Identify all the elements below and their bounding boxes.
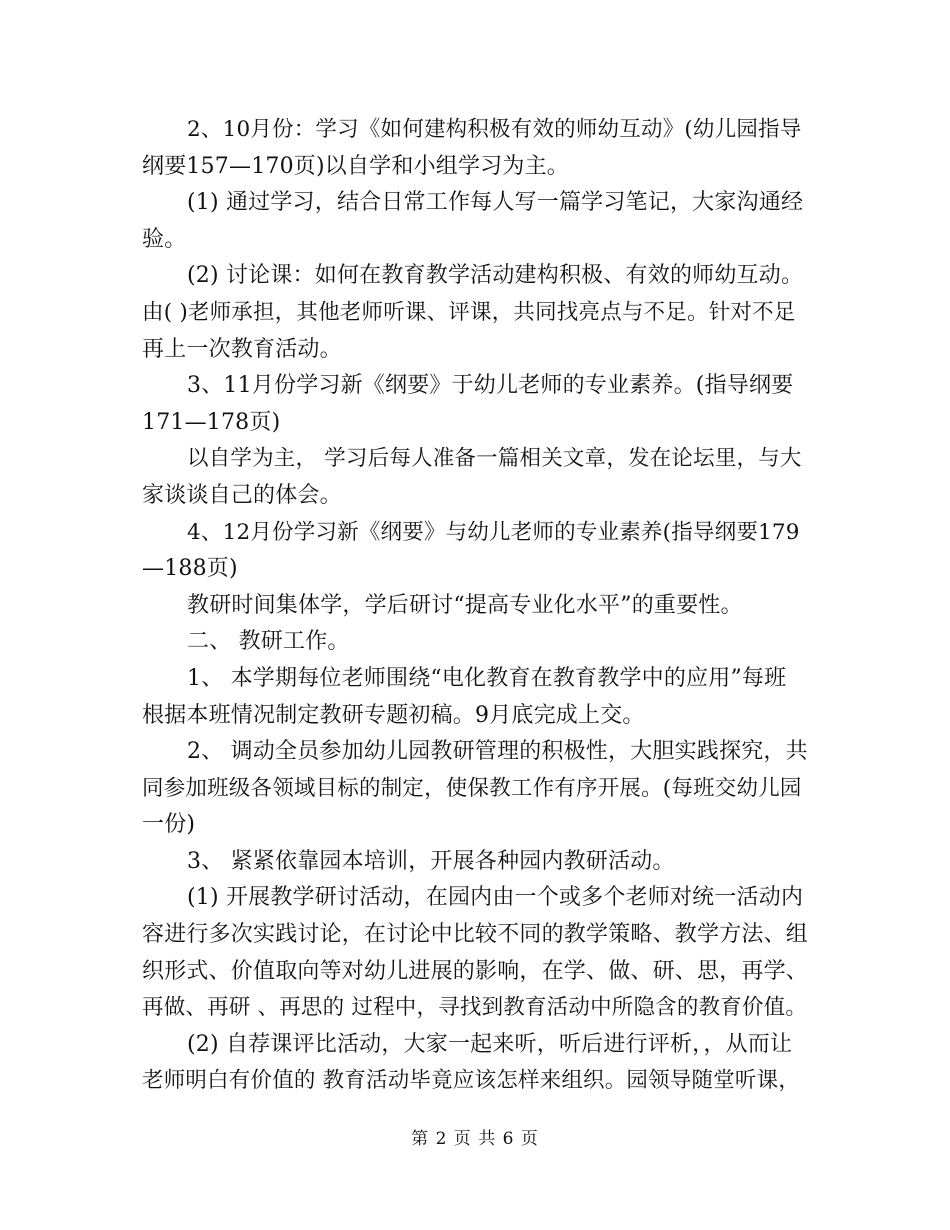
text-line: 4、12月份学习新《纲要》与幼儿老师的专业素养(指导纲要179	[187, 519, 800, 545]
text-line: (2) 自荐课评比活动，大家一起来听，听后进行评析，，从而让	[187, 1031, 793, 1057]
text-line: (1) 通过学习，结合日常工作每人写一篇学习笔记，大家沟通经	[187, 190, 804, 216]
text-line: 171—178页)	[142, 409, 281, 435]
text-line: —188页)	[142, 556, 238, 582]
page-footer: 第 2 页 共 6 页	[411, 1129, 539, 1149]
text-line: (2) 讨论课：如何在教育教学活动建构积极、有效的师幼互动。	[187, 263, 804, 289]
text-line: 再上一次教育活动。	[142, 336, 342, 362]
text-line: 由( )老师承担，其他老师听课、评课，共同找亮点与不足。针对不足	[142, 299, 796, 325]
text-line: 1、 本学期每位老师围绕“电化教育在教育教学中的应用”每班	[187, 665, 787, 691]
text-line: 一份)	[142, 812, 196, 838]
text-line: 教研时间集体学，学后研讨“提高专业化水平”的重要性。	[187, 592, 743, 618]
text-line: 织形式、价值取向等对幼儿进展的影响，在学、做、研、思，再学、	[142, 958, 809, 984]
text-line: 2、 调动全员参加幼儿园教研管理的积极性，大胆实践探究，共	[187, 739, 808, 765]
text-line: 二、 教研工作。	[187, 629, 350, 655]
text-line: 同参加班级各领域目标的制定，使保教工作有序开展。(每班交幼儿园	[142, 775, 802, 801]
text-line: 纲要157—170页)以自学和小组学习为主。	[142, 153, 569, 179]
text-line: 验。	[142, 226, 187, 252]
text-line: 3、 紧紧依靠园本培训，开展各种园内教研活动。	[187, 848, 675, 874]
text-line: 3、11月份学习新《纲要》于幼儿老师的专业素养。(指导纲要	[187, 373, 794, 399]
text-line: 2、10月份：学习《如何建构积极有效的师幼互动》(幼儿园指导	[187, 117, 802, 142]
text-line: 以自学为主， 学习后每人准备一篇相关文章，发在论坛里，与大	[187, 446, 802, 472]
text-line: (1) 开展教学研讨活动，在园内由一个或多个老师对统一活动内	[187, 885, 804, 911]
document-body	[142, 112, 808, 1100]
text-line: 根据本班情况制定教研专题初稿。9月底完成上交。	[142, 702, 645, 728]
text-line: 容进行多次实践讨论，在讨论中比较不同的教学策略、教学方法、组	[142, 922, 809, 948]
text-line: 家谈谈自己的体会。	[142, 482, 342, 508]
text-line: 再做、再研 、再思的 过程中，寻找到教育活动中所隐含的教育价值。	[142, 995, 808, 1021]
text-line: 老师明白有价值的 教育活动毕竟应该怎样来组织。园领导随堂听课，	[142, 1068, 801, 1094]
